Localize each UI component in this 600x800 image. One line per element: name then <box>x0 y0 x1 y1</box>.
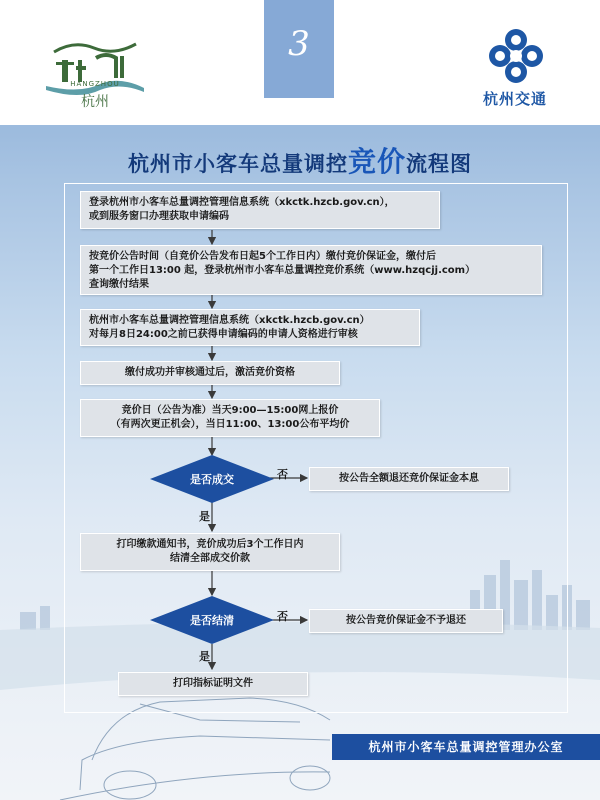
left-logo-en: HANGZHOU <box>70 80 120 88</box>
refund-full-box <box>309 467 509 491</box>
step-6-line-2: 结清全部成交价款 <box>170 553 250 564</box>
right-logo-cn: 杭州交通 <box>482 90 547 108</box>
step-3-line-1: 杭州市小客车总量调控管理信息系统（xkctk.hzcb.gov.cn） <box>89 315 370 326</box>
step-2-line-1: 按竞价公告时间（自竞价公告发布日起5个工作日内）缴付竞价保证金，缴付后 <box>89 251 436 262</box>
decision-deal-label: 是否成交 <box>190 473 234 486</box>
step-5-box <box>80 399 380 437</box>
step-7-line-1: 打印指标证明文件 <box>173 678 253 689</box>
decision-settle-label: 是否结清 <box>190 614 234 627</box>
decision-settle-diamond <box>150 596 274 644</box>
step-7-box <box>118 672 308 696</box>
step-3-line-2: 对每月8日24:00之前已获得申请编码的申请人资格进行审核 <box>89 329 358 340</box>
step-1-box <box>80 191 440 229</box>
deposit-forfeit-box <box>309 609 503 633</box>
step-2-line-2: 第一个工作日13:00 起，登录杭州市小客车总量调控竞价系统（www.hzqcjj.com） <box>89 265 476 276</box>
step-6-line-1: 打印缴款通知书，竞价成功后3个工作日内 <box>116 539 304 550</box>
title-part3: 流程图 <box>406 152 472 176</box>
step-4-box <box>80 361 340 385</box>
step-5-line-1: 竞价日（公告为准）当天9:00—15:00网上报价 <box>121 405 339 416</box>
step-6-box <box>80 533 340 571</box>
title-highlight: 竞价 <box>347 145 406 178</box>
decision-deal-yes-label: 是 <box>199 510 210 523</box>
page-number: 3 <box>288 24 310 64</box>
step-2-line-3: 查询缴付结果 <box>89 279 149 290</box>
step-4-line-1: 缴付成功并审核通过后，激活竞价资格 <box>125 367 295 378</box>
step-5-line-2: （有两次更正机会），当日11:00、13:00公布平均价 <box>110 419 350 430</box>
decision-settle-no-label: 否 <box>277 610 288 623</box>
decision-deal-diamond <box>150 455 274 503</box>
footer-org: 杭州市小客车总量调控管理办公室 <box>332 734 600 760</box>
step-1-line-2: 或到服务窗口办理获取申请编码 <box>89 211 229 222</box>
step-2-box <box>80 245 542 295</box>
step-3-box <box>80 309 420 346</box>
left-logo-cn: 杭州 <box>81 94 109 110</box>
deposit-forfeit-text: 按公告竞价保证金不予退还 <box>346 615 466 626</box>
decision-settle-yes-label: 是 <box>199 650 210 663</box>
decision-deal-no-label: 否 <box>277 468 288 481</box>
step-1-line-1: 登录杭州市小客车总量调控管理信息系统（xkctk.hzcb.gov.cn）， <box>89 197 395 208</box>
title-part1: 杭州市小客车总量调控 <box>127 152 348 176</box>
refund-full-text: 按公告全额退还竞价保证金本息 <box>339 473 479 484</box>
